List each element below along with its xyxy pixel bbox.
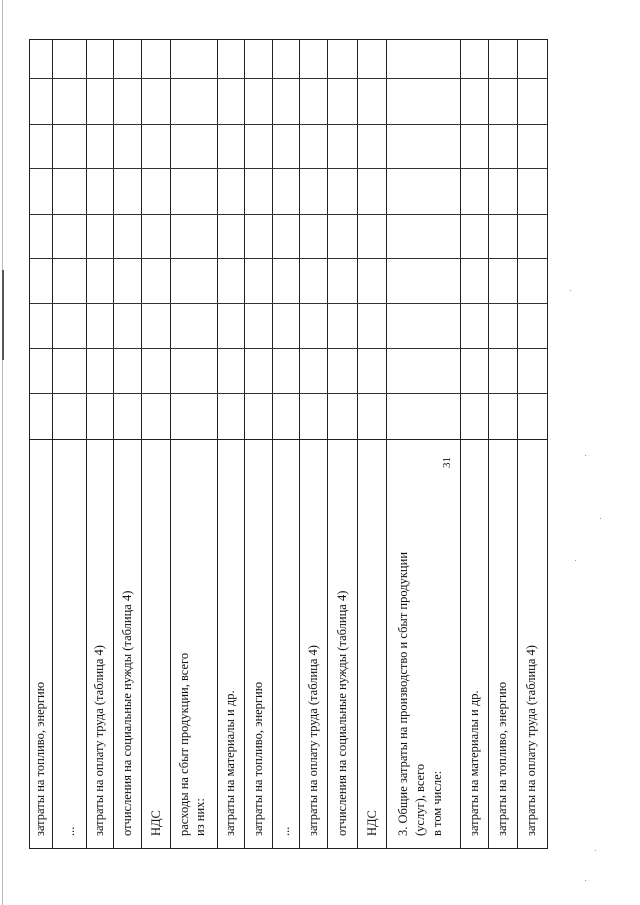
row-divider <box>299 40 300 848</box>
column-divider <box>30 258 547 259</box>
row-divider <box>357 40 358 848</box>
row-divider <box>488 40 489 848</box>
page-edge <box>2 0 3 905</box>
column-divider <box>30 78 547 79</box>
scan-speck <box>595 850 596 851</box>
row-divider <box>386 40 387 848</box>
row-label-line: 3. Общие затраты на производство и сбыт продукции <box>396 551 410 836</box>
column-divider <box>30 348 547 349</box>
row-label: затраты на оплату труда (таблица 4) <box>92 645 106 836</box>
row-divider <box>272 40 273 848</box>
row-label: ... <box>278 826 292 836</box>
row-label-line: в том числе: <box>430 770 444 836</box>
row-label: отчисления на социальные нужды (таблица 4) <box>335 590 349 836</box>
row-label: затраты на топливо, энергию <box>495 681 509 836</box>
scan-speck <box>585 880 586 881</box>
binding-mark <box>2 270 4 360</box>
row-label-line: расходы на сбыт продукции, всего <box>177 652 191 836</box>
row-label: затраты на материалы и др. <box>467 690 481 836</box>
row-divider <box>217 40 218 848</box>
scan-speck <box>585 455 586 456</box>
row-label: ... <box>63 826 77 836</box>
row-label: затраты на материалы и др. <box>223 690 237 836</box>
row-label: НДС <box>365 810 379 836</box>
column-divider <box>30 124 547 125</box>
row-label: НДС <box>149 810 163 836</box>
row-label: затраты на оплату труда (таблица 4) <box>306 645 320 836</box>
scan-speck <box>600 518 601 519</box>
row-divider <box>517 40 518 848</box>
page-number: 31 <box>441 457 453 468</box>
column-divider <box>30 303 547 304</box>
row-divider <box>244 40 245 848</box>
row-divider <box>460 40 461 848</box>
label-column-divider <box>30 439 547 440</box>
row-label-line: из них: <box>193 798 207 836</box>
row-label-line: (услуг), всего <box>413 763 427 836</box>
row-label: затраты на топливо, энергию <box>33 681 47 836</box>
row-label: отчисления на социальные нужды (таблица 4) <box>120 590 134 836</box>
row-divider <box>141 40 142 848</box>
column-divider <box>30 214 547 215</box>
row-divider <box>327 40 328 848</box>
row-divider <box>86 40 87 848</box>
scan-speck <box>575 560 576 561</box>
rotated-table <box>29 39 548 849</box>
column-divider <box>30 393 547 394</box>
row-label: затраты на топливо, энергию <box>251 681 265 836</box>
row-label: затраты на оплату труда (таблица 4) <box>524 645 538 836</box>
row-divider <box>170 40 171 848</box>
row-divider <box>113 40 114 848</box>
column-divider <box>30 168 547 169</box>
row-divider <box>52 40 53 848</box>
scan-speck <box>570 290 571 291</box>
